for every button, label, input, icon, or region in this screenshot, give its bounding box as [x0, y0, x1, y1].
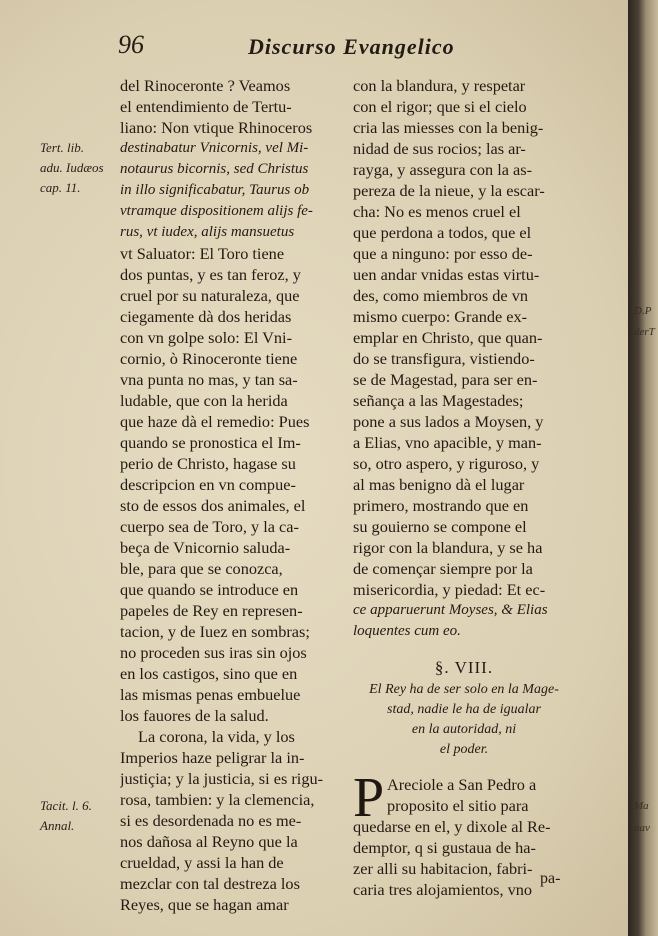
margin-note-tacitus — [40, 796, 118, 836]
text-line: del Rinoceronte ? Veamos — [120, 76, 291, 95]
text-line: de començar siempre por la — [353, 559, 533, 578]
text-line: perio de Christo, hagase su — [120, 454, 296, 473]
section-subtitle — [353, 680, 575, 760]
text-line: a Elias, vno apacible, y man- — [353, 433, 542, 452]
text-line: cha: No es menos cruel el — [353, 202, 521, 221]
running-title: Discurso Evangelico — [248, 34, 455, 59]
margin-note-line: Annal. — [40, 818, 75, 833]
text-line: Reyes, que se hagan amar — [120, 895, 289, 914]
text-line: crueldad, y assi la han de — [120, 853, 284, 872]
margin-note-line: Tert. lib. — [40, 140, 84, 155]
text-line: ble, para que se conozca, — [120, 559, 283, 578]
text-line: que haze dà el remedio: Pues — [120, 412, 310, 431]
text-line: señança a las Magestades; — [353, 391, 524, 410]
text-line: las mismas penas embuelue — [120, 685, 301, 704]
text-line: do se transfigura, vistiendo- — [353, 349, 535, 368]
page-header — [118, 30, 578, 60]
text-line: so, otro aspero, y riguroso, y — [353, 454, 540, 473]
text-line: pereza de la nieue, y la escar- — [353, 181, 545, 200]
text-line: Areciole a San Pedro a — [387, 775, 537, 794]
text-line: con el rigor; que si el cielo — [353, 97, 527, 116]
adjacent-page-fragment: Ma — [634, 800, 649, 812]
text-line: quando se pronostica el Im- — [120, 433, 301, 452]
text-line: des, como miembros de vn — [353, 286, 528, 305]
text-line: cornio, ò Rinoceronte tiene — [120, 349, 298, 368]
text-line: se de Magestad, para ser en- — [353, 370, 538, 389]
text-line: proposito el sitio para — [387, 796, 529, 815]
text-line: emplar en Christo, que quan- — [353, 328, 543, 347]
text-line: mismo cuerpo: Grande ex- — [353, 307, 528, 326]
text-line: vtramque dispositionem alijs fe- — [120, 203, 313, 219]
text-line: papeles de Rey en represen- — [120, 601, 303, 620]
text-line: Imperios haze peligrar la in- — [120, 748, 305, 767]
text-line: cria las miesses con la benig- — [353, 118, 544, 137]
text-line: si es desordenada no es me- — [120, 811, 302, 830]
text-line: no proceden sus iras sin ojos — [120, 643, 307, 662]
text-line: los fauores de la salud. — [120, 706, 269, 725]
text-line: ludable, que con la herida — [120, 391, 288, 410]
text-line: La corona, la vida, y los — [138, 727, 295, 746]
text-line: rus, vt iudex, alijs mansuetus — [120, 224, 295, 240]
text-line: al mas benigno dà el lugar — [353, 475, 525, 494]
text-line: caria tres alojamientos, vno — [353, 880, 533, 899]
right-column-top-text — [353, 75, 575, 642]
left-text-column — [120, 75, 345, 915]
section-subtitle-line: El Rey ha de ser solo en la Mage- — [369, 682, 559, 697]
catchword: pa- — [540, 870, 561, 887]
text-line: vna punta no mas, y tan sa- — [120, 370, 298, 389]
text-line: nos dañosa al Reyno que la — [120, 832, 298, 851]
adjacent-page-fragment: D.P — [634, 305, 652, 317]
text-line: descripcion en vn compue- — [120, 475, 296, 494]
text-line: demptor, q si gustaua de ha- — [353, 838, 536, 857]
text-line: liano: Non vtique Rhinoceros — [120, 118, 313, 137]
text-line: rigor con la blandura, y se ha — [353, 538, 543, 557]
margin-note-line: adu. Iudæos — [40, 160, 104, 175]
text-line: cuerpo sea de Toro, y la ca- — [120, 517, 299, 536]
text-line: mezclar con tal destreza los — [120, 874, 300, 893]
text-line: rayga, y assegura con la as- — [353, 160, 533, 179]
text-line: dos puntas, y es tan feroz, y — [120, 265, 301, 284]
margin-note-line: cap. 11. — [40, 180, 81, 195]
section-subtitle-line: en la autoridad, ni — [411, 722, 517, 737]
text-line: con vn golpe solo: El Vni- — [120, 328, 292, 347]
text-line: beça de Vnicornio saluda- — [120, 538, 291, 557]
text-line: su gouierno se compone el — [353, 517, 527, 536]
adjacent-page-edge — [628, 0, 658, 936]
text-line: uen andar vnidas estas virtu- — [353, 265, 540, 284]
text-line: ciegamente dà dos heridas — [120, 307, 292, 326]
margin-note-tertullian — [40, 138, 118, 198]
text-line: en los castigos, sino que en — [120, 664, 298, 683]
text-line: notaurus bicornis, sed Christus — [120, 161, 309, 177]
text-line: primero, mostrando que en — [353, 496, 529, 515]
text-line: que a ninguno: por esso de- — [353, 244, 533, 263]
text-line: que quando se introduce en — [120, 580, 299, 599]
text-line: rosa, tambien: y la clemencia, — [120, 790, 315, 809]
text-line: con la blandura, y respetar — [353, 76, 526, 95]
text-line: vt Saluator: El Toro tiene — [120, 244, 285, 263]
adjacent-page-fragment: derT — [634, 326, 655, 338]
text-line: in illo significabatur, Taurus ob — [120, 182, 310, 198]
drop-cap-letter: P — [353, 767, 385, 829]
section-heading: §. VIII. — [434, 658, 494, 677]
adjacent-page-fragment: nav — [634, 822, 650, 834]
text-line: justiçia; y la justicia, si es rigu- — [120, 769, 324, 788]
section-subtitle-line: el poder. — [439, 742, 489, 757]
text-line: loquentes cum eo. — [353, 623, 461, 639]
text-line: destinabatur Vnicornis, vel Mi- — [120, 140, 309, 156]
section-subtitle-line: stad, nadie le ha de igualar — [387, 702, 541, 717]
text-line: tacion, y de Iuez en sombras; — [120, 622, 310, 641]
text-line: que perdona a todos, que el — [353, 223, 532, 242]
text-line: nidad de sus rocios; las ar- — [353, 139, 526, 158]
text-line: zer alli su habitacion, fabri- — [353, 859, 533, 878]
text-line: pone a sus lados a Moysen, y — [353, 412, 544, 431]
text-line: ce apparuerunt Moyses, & Elias — [353, 602, 548, 618]
page-number: 96 — [118, 30, 144, 59]
text-line: el entendimiento de Tertu- — [120, 97, 292, 116]
text-line: sto de essos dos animales, el — [120, 496, 306, 515]
margin-note-line: Tacit. l. 6. — [40, 798, 92, 813]
text-line: cruel por su naturaleza, que — [120, 286, 300, 305]
text-line: misericordia, y piedad: Et ec- — [353, 580, 546, 599]
right-text-column — [353, 75, 575, 900]
text-line: quedarse en el, y dixole al Re- — [353, 817, 551, 836]
